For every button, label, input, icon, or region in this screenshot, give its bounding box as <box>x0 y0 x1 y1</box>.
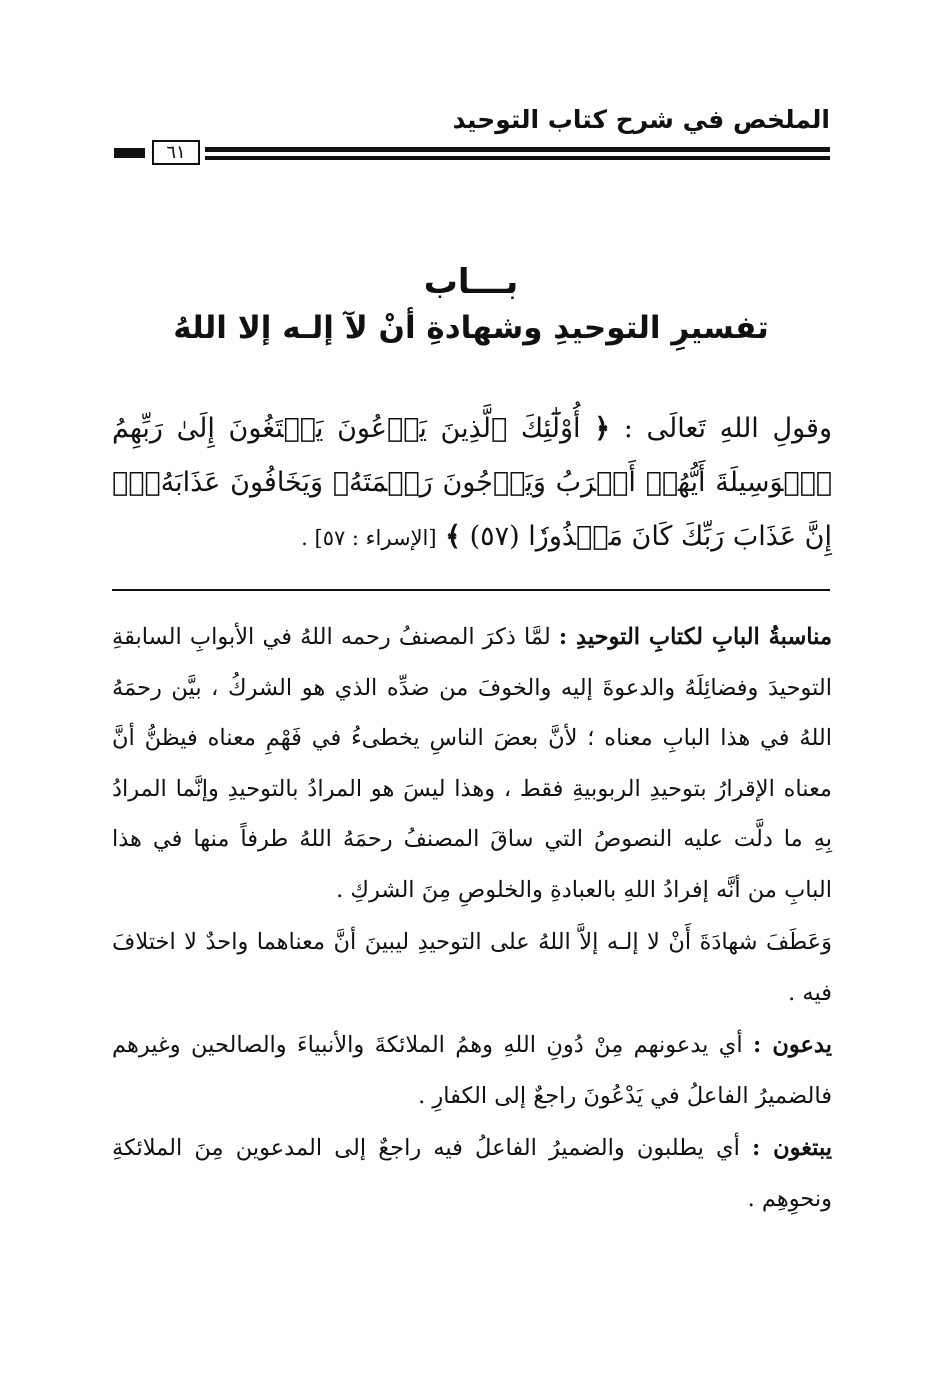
verse-close-bracket: ﴾ <box>445 521 461 552</box>
paragraph-text: أي يطلبون والضميرُ الفاعلُ فيه راجعٌ إلى المدعوين مِنَ الملائكةِ ونحوِهِم . <box>112 1135 832 1212</box>
verse-reference: [الإسراء : ٥٧] . <box>301 526 437 550</box>
commentary-paragraph <box>112 612 832 915</box>
paragraph-text: لمَّا ذكرَ المصنفُ رحمه اللهُ في الأبوابِ السابقةِ التوحيدَ وفضائِلَهُ والدعوةَ إليه والخوفَ من ضدِّه الذي هو الشركُ ، بيَّن رحمَهُ اللهُ في هذا البابِ معناه ؛ لأنَّ بعضَ الناسِ يخطىءُ في فَهْمِ معناه فيظنُّ أنَّ معناه الإقرارُ بتوحيدِ الربوبيةِ فقط ، وهذا ليسَ هو المرادُ بالتوحيدِ وإنَّما المرادُ بِهِ ما دلَّت عليه النصوصُ التي ساقَ المصنفُ رحمَهُ اللهُ طرفاً منها في هذا البابِ من أنَّه إفرادُ اللهِ بالعبادةِ والخلوصِ مِنَ الشركِ . <box>112 624 832 903</box>
chapter-title: تفسيرِ التوحيدِ وشهادةِ أنْ لآ إلـه إلا اللهُ <box>173 310 769 346</box>
commentary-paragraph <box>112 917 832 1018</box>
paragraph-lead: مناسبةُ البابِ لكتابِ التوحيدِ : <box>558 624 832 650</box>
paragraph-text: وَعَطَفَ شهادَةَ أَنْ لا إلـه إلاَّ اللهُ على التوحيدِ ليبينَ أنَّ معناهما واحدٌ لا اختلافَ فيه . <box>112 929 832 1006</box>
paragraph-text: أي يدعونهم مِنْ دُونِ اللهِ وهمُ الملائكةَ والأنبياءَ والصالحين وغيرهم فالضميرُ الفاعلُ في يَدْعُونَ راجعٌ إلى الكفارِ . <box>112 1032 832 1109</box>
commentary-paragraph <box>112 1020 832 1121</box>
running-header-title: الملخص في شرح كتاب التوحيد <box>452 105 830 134</box>
paragraph-lead: يدعون : <box>752 1032 832 1058</box>
commentary-paragraph <box>112 1123 832 1224</box>
verse-intro: وقولِ اللهِ تَعالَى : <box>623 413 832 444</box>
paragraph-lead: يبتغون : <box>752 1135 833 1161</box>
ayah-number-marker: (٥٧) <box>469 521 520 552</box>
header-rule-bottom <box>205 156 830 160</box>
ayah-number: ٥٧ <box>480 521 510 552</box>
chapter-label: بـــاب <box>423 262 519 302</box>
verse-open-bracket: ﴿ <box>594 413 611 444</box>
verse-text: أُوْلَٰٓئِكَ ٱلَّذِينَ يَدۡعُونَ يَبۡتَغُونَ إِلَىٰ رَبِّهِمُ ٱلۡوَسِيلَةَ أَيُّهُمۡ أَقۡرَبُ وَيَرۡجُونَ رَحۡمَتَهُۥ وَيَخَافُونَ عَذَابَهُۥٓۚ إِنَّ عَذَابَ رَبِّكَ كَانَ مَحۡذُورٗا <box>112 413 832 552</box>
header-rule-top <box>205 147 830 152</box>
commentary-section <box>112 612 832 1224</box>
page-number: ٦١ <box>152 140 200 165</box>
quran-verse-block <box>112 402 832 565</box>
header-ornament <box>114 148 145 158</box>
section-divider <box>112 589 830 591</box>
